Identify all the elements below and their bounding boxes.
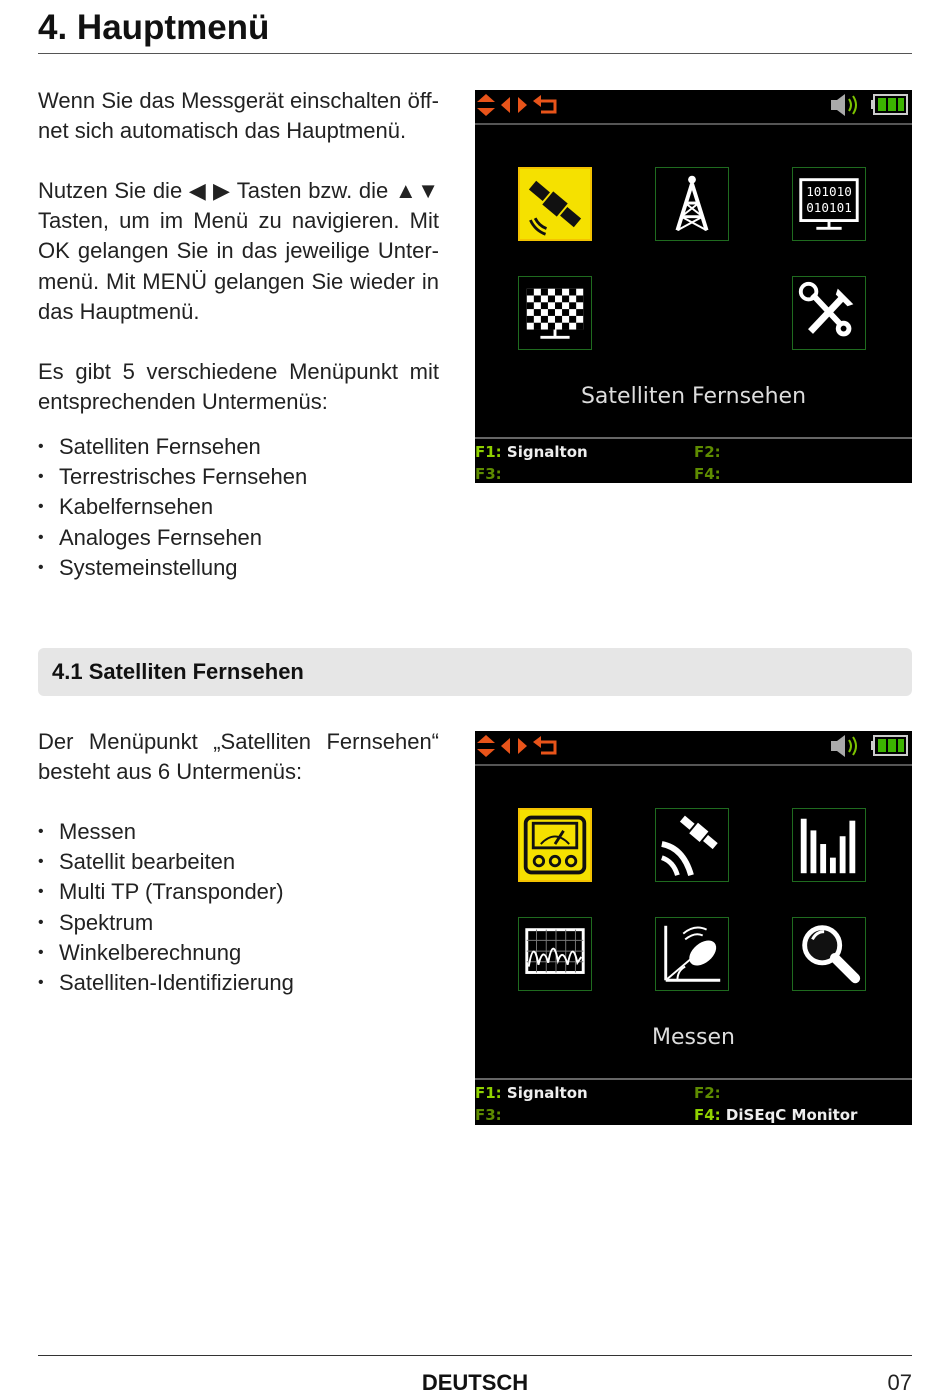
f2-key[interactable]: F2: [694,1084,721,1102]
checker-square [548,295,555,302]
list-item: • Winkelberechnung [38,938,294,968]
footer-language: DEUTSCH [421,1370,529,1395]
checker-square [569,302,576,309]
screen-top-bar [475,90,912,122]
page-number: 07 [887,1370,912,1395]
tile-winkelberechnung[interactable] [655,917,729,991]
list-item: • Systemeinstellung [38,553,307,583]
f2-key[interactable]: F2: [694,443,721,461]
battery-icon [871,95,907,114]
tools-icon [793,277,865,349]
bar-chart-icon [793,809,865,881]
satellite-icon [520,169,590,239]
tile-system-settings[interactable] [792,276,866,350]
checker-square [534,323,541,330]
title-rule [38,53,912,54]
list-item: • Satelliten-Identifizierung [38,968,294,998]
tile-satelliten-identifizierung[interactable] [792,917,866,991]
checker-square [527,302,534,309]
checker-square [534,309,541,316]
intro-paragraph-3: Es gibt 5 verschiedene Menüpunkt mit entsprechenden Untermenüs: [38,359,439,415]
spectrum-icon [519,918,591,990]
tile-messen[interactable] [518,808,592,882]
checker-square [576,323,583,330]
checker-square [576,309,583,316]
section-header [38,648,912,696]
list-item: • Multi TP (Transponder) [38,877,294,907]
binary-text-1: 101010 [806,184,852,200]
navigation-arrows-icon [475,90,912,122]
intro-paragraph-1: Wenn Sie das Messgerät einschalten öff-net sich automatisch das Hauptmenü. [38,88,439,144]
f4-key[interactable]: F4: DiSEqC Monitor [694,1106,858,1124]
antenna-tower-icon [656,168,728,240]
sat-paragraph: Der Menüpunkt „Satelliten Fernsehen“ besteht aus 6 Untermenüs: [38,729,439,785]
screen-top-bar [475,731,912,763]
checker-square [555,289,562,296]
list-item: • Kabelfernsehen [38,492,307,522]
navigation-arrows-icon [475,731,912,763]
battery-icon [871,736,907,755]
list-item: • Analoges Fernsehen [38,523,307,553]
magnifier-icon [793,918,865,990]
main-menu-list [38,432,307,583]
footer-rule [38,1355,912,1356]
checker-square [569,316,576,323]
speaker-icon [831,735,856,757]
tile-satellite-tv[interactable] [518,167,592,241]
checker-square [576,295,583,302]
sat-submenu-list [38,817,294,998]
screen-top-divider [475,764,912,766]
f3-key[interactable]: F3: [475,1106,502,1124]
section-title: 4.1 Satelliten Fernsehen [52,659,304,684]
checker-square [548,309,555,316]
screen-bottom-divider [475,437,912,439]
f1-key[interactable]: F1: Signalton [475,443,588,461]
tile-multi-tp[interactable] [792,808,866,882]
checker-square [541,289,548,296]
f3-key[interactable]: F3: [475,465,502,483]
device-screen-satellite-menu [475,731,912,1125]
device-screen-main-menu [475,90,912,483]
checker-square [527,316,534,323]
f4-key[interactable]: F4: [694,465,721,483]
screen-selected-label: Messen [652,1025,735,1050]
list-item: • Spektrum [38,908,294,938]
f1-key[interactable]: F1: Signalton [475,1084,588,1102]
checker-square [555,316,562,323]
checkerboard-monitor-icon [519,277,591,349]
page-title: 4. Hauptmenü [38,8,270,47]
intro-paragraph-2: Nutzen Sie die ◀ ▶ Tasten bzw. die ▲▼ Tasten, um im Menü zu navigieren. Mit OK gelangen Sie in das jeweilige Unter-menü. Mit MENÜ gelangen Sie wieder in das Hauptmenü. [38,178,439,324]
checker-square [541,302,548,309]
angle-dish-icon [656,918,728,990]
checker-square [534,295,541,302]
tile-cable-tv[interactable] [792,167,866,241]
list-item: • Messen [38,817,294,847]
speaker-icon [831,94,856,116]
meter-icon [520,810,590,880]
checker-square [569,289,576,296]
checker-square [555,302,562,309]
tile-analog-tv[interactable] [518,276,592,350]
checker-square [562,323,569,330]
list-item: • Satelliten Fernsehen [38,432,307,462]
list-item: • Terrestrisches Fernsehen [38,462,307,492]
binary-monitor-icon [793,168,865,240]
list-item: • Satellit bearbeiten [38,847,294,877]
binary-text-2: 010101 [806,199,852,215]
tile-spektrum[interactable] [518,917,592,991]
checker-square [562,309,569,316]
checker-square [562,295,569,302]
screen-bottom-divider [475,1078,912,1080]
screen-selected-label: Satelliten Fernsehen [580,384,807,409]
tile-satellit-bearbeiten[interactable] [655,808,729,882]
satellite-dish-icon [656,809,728,881]
tile-terrestrial-tv[interactable] [655,167,729,241]
screen-top-divider [475,123,912,125]
checker-square [527,289,534,296]
checker-square [541,316,548,323]
checker-square [548,323,555,330]
